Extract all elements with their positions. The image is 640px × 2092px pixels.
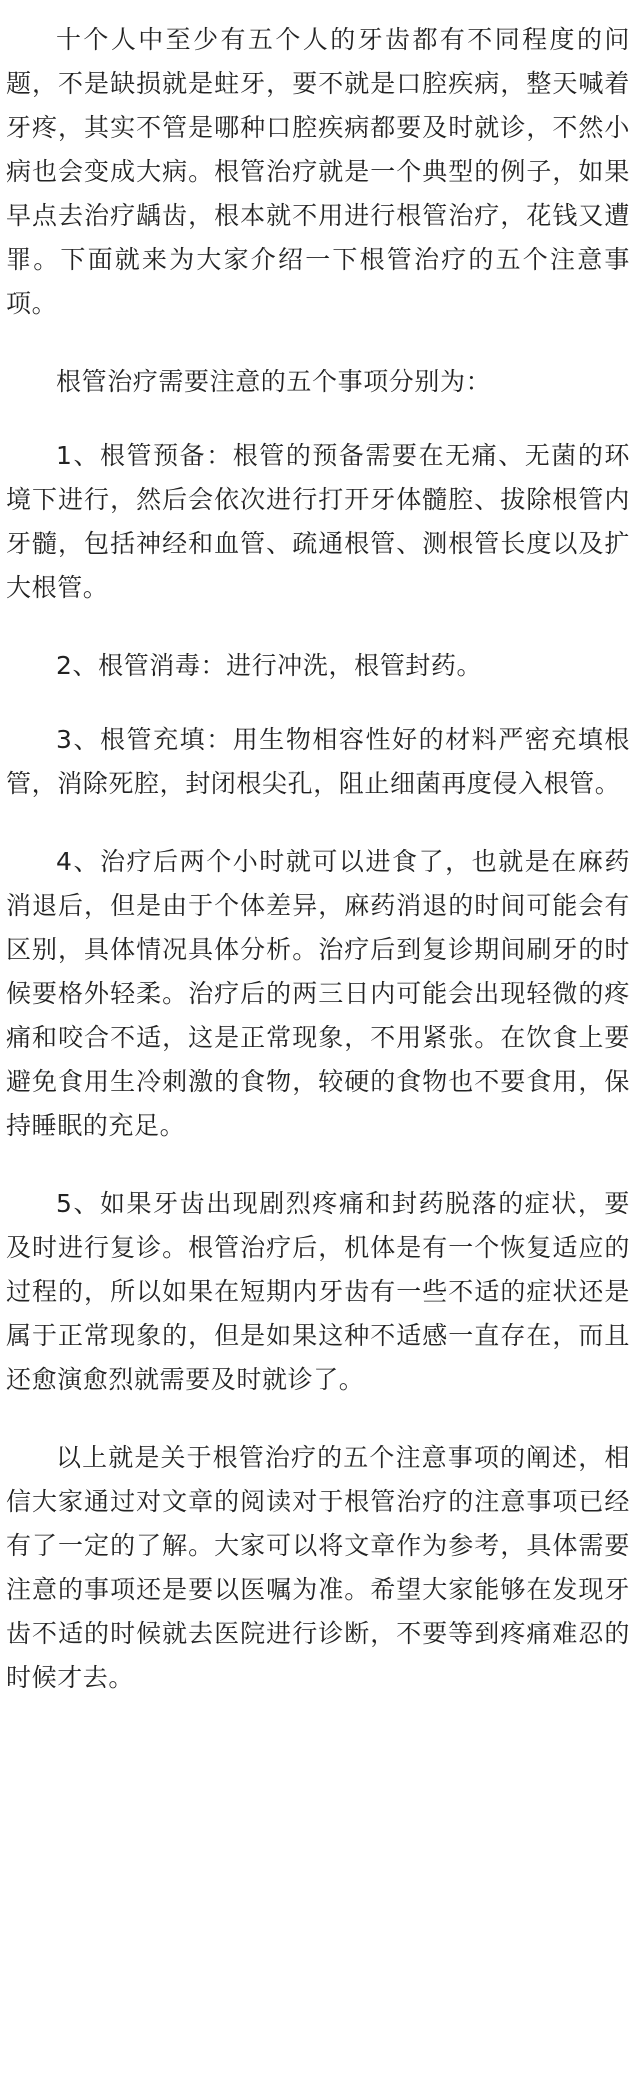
- conclusion-paragraph: 以上就是关于根管治疗的五个注意事项的阐述，相信大家通过对文章的阅读对于根管治疗的注意事项已经有了一定的了解。大家可以将文章作为参考，具体需要注意的事项还是要以医嘱为准。希望大家能够在发现牙齿不适的时候就去医院进行诊断，不要等到疼痛难忍的时候才去。: [6, 1443, 630, 1692]
- list-intro-paragraph: 根管治疗需要注意的五个事项分别为：: [56, 367, 492, 396]
- item-3-paragraph: 3、根管充填：用生物相容性好的材料严密充填根管，消除死腔，封闭根尖孔，阻止细菌再度侵入根管。: [6, 725, 630, 798]
- intro-paragraph: 十个人中至少有五个人的牙齿都有不同程度的问题，不是缺损就是蛀牙，要不就是口腔疾病，整天喊着牙疼，其实不管是哪种口腔疾病都要及时就诊，不然小病也会变成大病。根管治疗就是一个典型的例子，如果早点去治疗龋齿，根本就不用进行根管治疗，花钱又遭罪。下面就来为大家介绍一下根管治疗的五个注意事项。: [6, 25, 630, 318]
- item-2-paragraph: 2、根管消毒：进行冲洗，根管封药。: [56, 651, 483, 680]
- item-4-paragraph: 4、治疗后两个小时就可以进食了，也就是在麻药消退后，但是由于个体差异，麻药消退的时间可能会有区别，具体情况具体分析。治疗后到复诊期间刷牙的时候要格外轻柔。治疗后的两三日内可能会出现轻微的疼痛和咬合不适，这是正常现象，不用紧张。在饮食上要避免食用生冷刺激的食物，较硬的食物也不要食用，保持睡眠的充足。: [6, 847, 630, 1140]
- item-5-paragraph: 5、如果牙齿出现剧烈疼痛和封药脱落的症状，要及时进行复诊。根管治疗后，机体是有一个恢复适应的过程的，所以如果在短期内牙齿有一些不适的症状还是属于正常现象的，但是如果这种不适感一直存在，而且还愈演愈烈就需要及时就诊了。: [6, 1189, 630, 1394]
- item-1-paragraph: 1、根管预备：根管的预备需要在无痛、无菌的环境下进行，然后会依次进行打开牙体髓腔、拔除根管内牙髓，包括神经和血管、疏通根管、测根管长度以及扩大根管。: [6, 441, 630, 602]
